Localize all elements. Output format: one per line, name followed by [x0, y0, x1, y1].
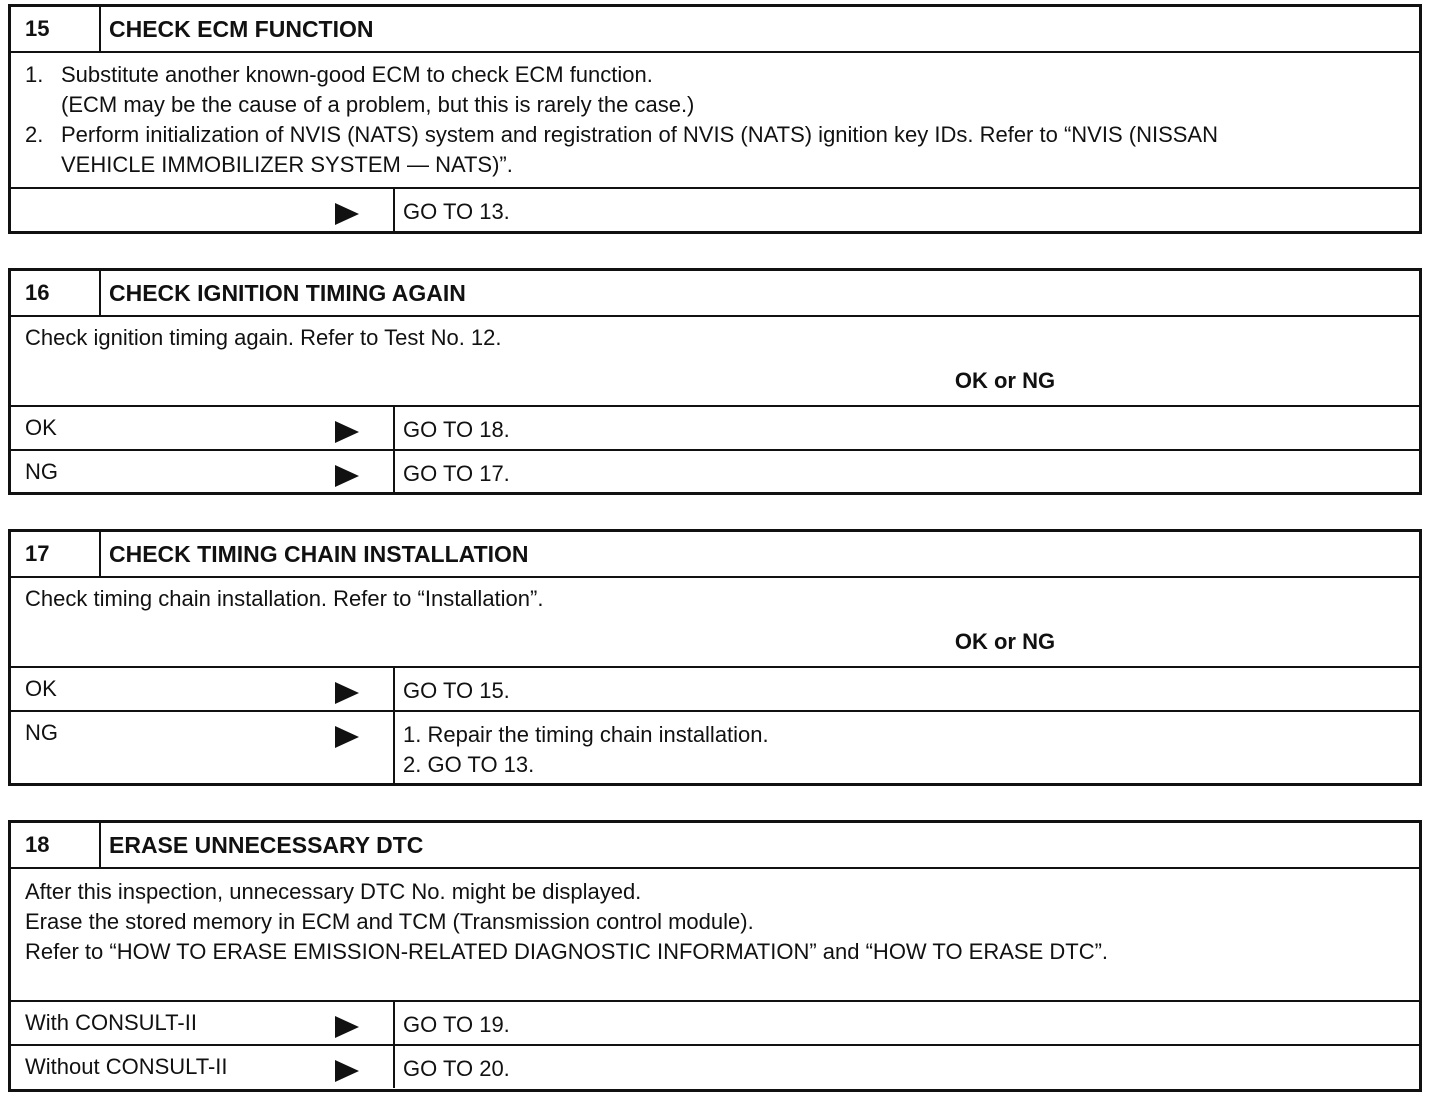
result-label: [11, 189, 395, 231]
step-body: [11, 53, 1419, 187]
result-row-ng: [11, 449, 1419, 493]
result-condition: NG: [25, 720, 58, 745]
instruction-text: Check timing chain installation. Refer to “Installation”.: [25, 586, 544, 611]
result-label: [11, 1002, 395, 1044]
step-17: [8, 529, 1422, 786]
step-number: 16: [11, 271, 101, 315]
step-title: CHECK TIMING CHAIN INSTALLATION: [109, 540, 529, 567]
result-value: GO TO 19.: [403, 1012, 510, 1037]
result-condition: With CONSULT-II: [25, 1010, 197, 1035]
result-row-with-consult: [11, 1000, 1419, 1044]
step-15: [8, 4, 1422, 234]
ok-or-ng-label: OK or NG: [954, 629, 1056, 654]
arrow-right-icon: [335, 203, 359, 225]
step-body: [11, 317, 1419, 405]
result-value: GO TO 17.: [403, 461, 510, 486]
step-number: 17: [11, 532, 101, 576]
step-18: [8, 820, 1422, 1092]
step-header: [11, 271, 1419, 317]
instruction-line: Substitute another known-good ECM to check ECM function.: [61, 62, 653, 87]
arrow-right-icon: [335, 682, 359, 704]
ok-or-ng-label: OK or NG: [954, 368, 1056, 393]
arrow-right-icon: [335, 465, 359, 487]
result-value: GO TO 20.: [403, 1056, 510, 1081]
result-label: [11, 668, 395, 710]
result-value: [395, 712, 1419, 784]
arrow-right-icon: [335, 1060, 359, 1082]
instruction-line: Refer to “HOW TO ERASE EMISSION-RELATED DIAGNOSTIC INFORMATION” and “HOW TO ERASE DTC”.: [25, 939, 1109, 964]
step-header: [11, 7, 1419, 53]
result-value: GO TO 18.: [403, 417, 510, 442]
result-row-ng: [11, 710, 1419, 784]
result-condition: Without CONSULT-II: [25, 1054, 228, 1079]
result-label: [11, 1046, 395, 1088]
step-body: [11, 869, 1419, 1000]
instruction-line: (ECM may be the cause of a problem, but this is rarely the case.): [61, 92, 695, 117]
arrow-right-icon: [335, 1016, 359, 1038]
result-condition: OK: [25, 415, 57, 440]
list-number: 2.: [25, 122, 44, 147]
result-value: GO TO 13.: [403, 199, 510, 224]
result-value: GO TO 15.: [403, 678, 510, 703]
instruction-text: Check ignition timing again. Refer to Test No. 12.: [25, 325, 502, 350]
result-row-ok: [11, 666, 1419, 710]
arrow-right-icon: [335, 726, 359, 748]
instruction-line: VEHICLE IMMOBILIZER SYSTEM — NATS)”.: [61, 152, 513, 177]
result-label: [11, 451, 395, 493]
result-label: [11, 407, 395, 449]
list-number: 1.: [25, 62, 44, 87]
result-condition: OK: [25, 676, 57, 701]
result-row: [11, 187, 1419, 231]
result-label: [11, 712, 395, 784]
step-header: [11, 532, 1419, 578]
step-title: ERASE UNNECESSARY DTC: [109, 831, 424, 858]
result-step: 1. Repair the timing chain installation.: [403, 722, 769, 747]
step-title: CHECK ECM FUNCTION: [109, 15, 374, 42]
result-condition: NG: [25, 459, 58, 484]
instruction-line: Perform initialization of NVIS (NATS) system and registration of NVIS (NATS) ignition key IDs. Refer to “NVIS (NISSAN: [61, 122, 1218, 147]
step-number: 18: [11, 823, 101, 867]
step-title: CHECK IGNITION TIMING AGAIN: [109, 279, 466, 306]
step-16: [8, 268, 1422, 495]
result-row-without-consult: [11, 1044, 1419, 1088]
instruction-line: After this inspection, unnecessary DTC No. might be displayed.: [25, 879, 642, 904]
step-body: [11, 578, 1419, 666]
instruction-line: Erase the stored memory in ECM and TCM (Transmission control module).: [25, 909, 754, 934]
arrow-right-icon: [335, 421, 359, 443]
list-item: [25, 120, 1405, 180]
list-item: [25, 60, 1405, 120]
step-header: [11, 823, 1419, 869]
result-row-ok: [11, 405, 1419, 449]
result-step: 2. GO TO 13.: [403, 752, 535, 777]
step-number: 15: [11, 7, 101, 51]
